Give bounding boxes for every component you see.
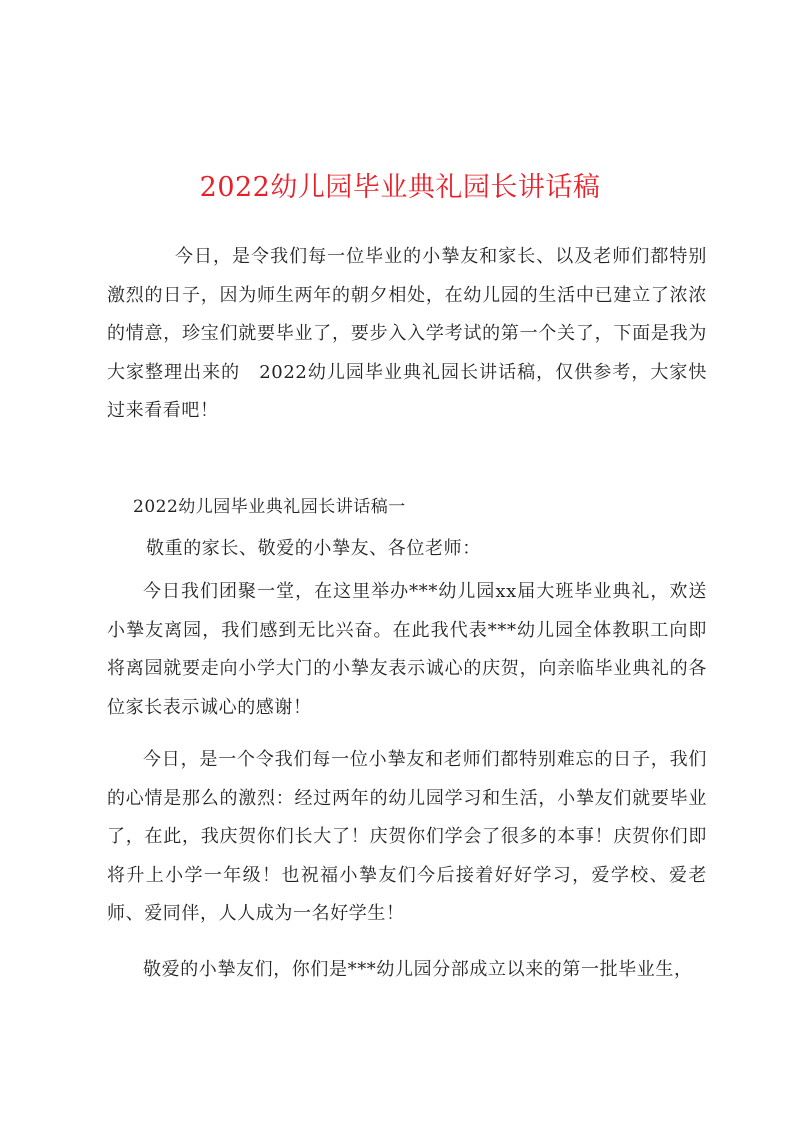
speech-paragraph-2: 今日，是一个令我们每一位小摯友和老师们都特别难忘的日子，我们的心情是那么的激烈：经过两年的幼儿园学习和生活，小摯友们就要毕业了，在此，我庆贺你们长大了！庆贺你们学会了很多的本事！庆贺你们即将升上小学一年级！也祝福小摯友们今后接着好好学习，爱学校、爱老师、爱同伴，人人成为一名好学生！	[107, 749, 707, 925]
speech-greeting: 敬重的家长、敬爱的小摯友、各位老师：	[146, 538, 481, 559]
section-heading: 2022幼儿园毕业典礼园长讲话稿一	[133, 497, 406, 517]
speech-paragraph-1: 今日我们团聚一堂，在这里举办***幼儿园xx届大班毕业典礼，欢送小摯友离园，我们感到无比兴奋。在此我代表***幼儿园全体教职工向即将离园就要走向小学大门的小摯友表示诚心的庆贺，向亲临毕业典礼的各位家长表示诚心的感谢！	[107, 581, 707, 718]
intro-paragraph: 今日，是令我们每一位毕业的小摯友和家长、以及老师们都特别激烈的日子，因为师生两年的朝夕相处，在幼儿园的生活中已建立了浓浓的情意，珍宝们就要毕业了，要步入入学考试的第一个关了，下面是我为大家整理出来的 2022幼儿园毕业典礼园长讲话稿，仅供参考，大家快过来看看吧！	[107, 246, 707, 422]
document-title: 2022幼儿园毕业典礼园长讲话稿	[199, 172, 601, 203]
speech-paragraph-3: 敬爱的小摯友们，你们是***幼儿园分部成立以来的第一批毕业生，	[143, 959, 693, 980]
